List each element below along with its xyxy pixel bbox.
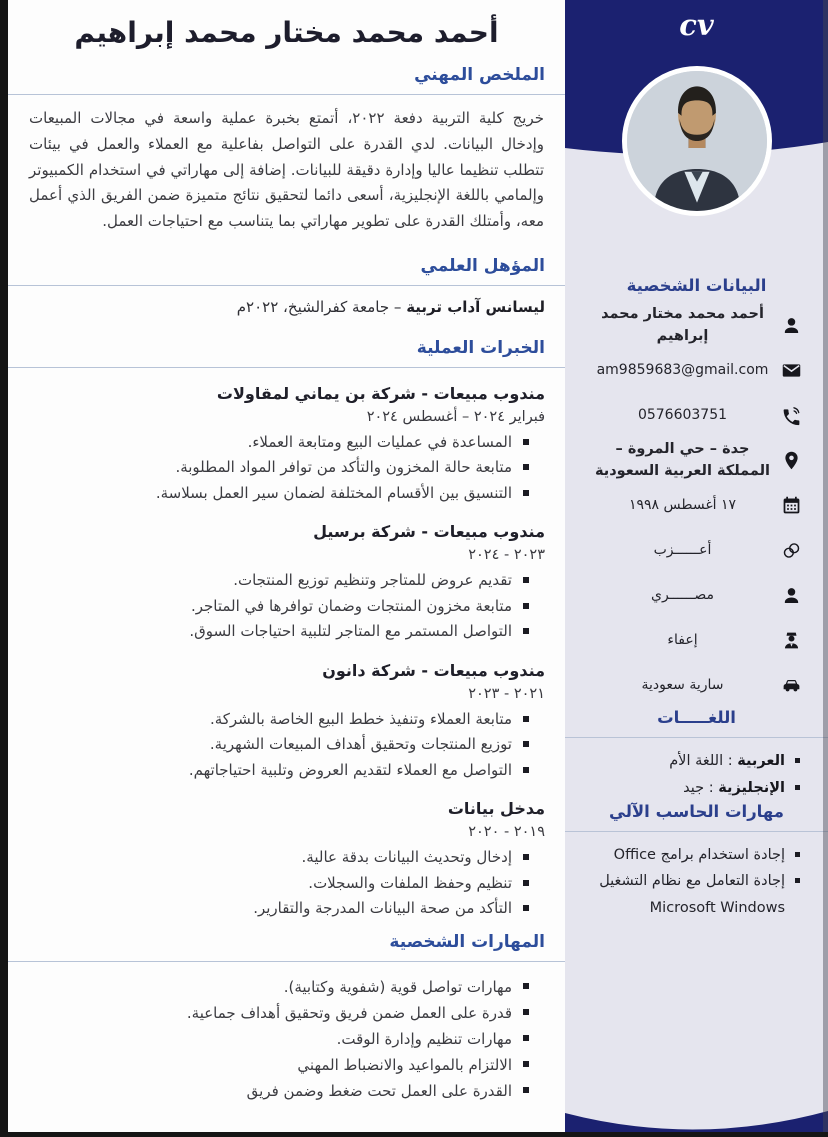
bullet-item: المساعدة في عمليات البيع ومتابعة العملاء. <box>28 430 531 456</box>
job-entry <box>28 799 545 922</box>
page-edge-bottom <box>0 1132 828 1137</box>
computer-skills-list <box>586 842 807 922</box>
computer-skill-item: إجادة استخدام برامج Office <box>586 842 801 869</box>
job-entry <box>28 384 545 507</box>
info-value: إعفاء <box>667 632 698 648</box>
skill-item: القدرة على العمل تحت ضغط وضمن فريق <box>28 1078 531 1104</box>
info-row-marital-status <box>586 528 807 573</box>
info-row-birthdate <box>586 483 807 528</box>
language-level: : اللغة الأم <box>669 753 738 769</box>
bullet-item: التأكد من صحة البيانات المدرجة والتقارير. <box>28 896 531 922</box>
education-heading: المؤهل العلمي <box>8 252 565 286</box>
skill-item: مهارات تواصل قوية (شفوية وكتابية). <box>28 974 531 1000</box>
bullet-item: إدخال وتحديث البيانات بدقة عالية. <box>28 845 531 871</box>
computer-skill-item: إجادة التعامل مع نظام التشغيل Microsoft Windows <box>586 868 801 922</box>
info-row-name <box>586 303 807 348</box>
sidebar-content <box>565 252 828 922</box>
avatar <box>627 71 767 211</box>
job-period: ٢٠١٩ - ٢٠٢٠ <box>468 824 545 841</box>
page-edge-right <box>823 0 828 1137</box>
info-value: أعــــــزب <box>653 542 712 558</box>
bullet-item: توزيع المنتجات وتحقيق أهداف المبيعات الشهرية. <box>28 732 531 758</box>
education-entry <box>28 298 545 316</box>
computer-skills-heading: مهارات الحاسب الآلي <box>565 802 828 832</box>
envelope-icon <box>775 360 807 381</box>
info-row-email <box>586 348 807 393</box>
language-item <box>586 748 801 775</box>
experience-section <box>28 334 545 922</box>
info-value: مصــــــري <box>651 587 714 603</box>
job-bullets <box>28 568 545 645</box>
info-row-military-status <box>586 618 807 663</box>
skill-item: الالتزام بالمواعيد والانضباط المهني <box>28 1052 531 1078</box>
page-title: أحمد محمد مختار محمد إبراهيم <box>74 16 499 49</box>
bullet-item: متابعة حالة المخزون والتأكد من توافر المواد المطلوبة. <box>28 455 531 481</box>
degree-details: – جامعة كفرالشيخ، ٢٠٢٢م <box>236 297 407 316</box>
person-icon <box>775 585 807 606</box>
info-value: am9859683@gmail.com <box>596 362 769 378</box>
languages-heading: اللغـــــات <box>565 708 828 738</box>
summary-section <box>28 61 545 235</box>
bullet-item: التواصل مع العملاء لتقديم العروض وتلبية احتياجاتهم. <box>28 758 531 784</box>
language-name: العربية <box>737 753 785 769</box>
education-section <box>28 252 545 316</box>
info-row-phone <box>586 393 807 438</box>
personal-skills-heading: المهارات الشخصية <box>8 928 565 962</box>
summary-heading: الملخص المهني <box>8 61 565 95</box>
location-pin-icon <box>775 450 807 471</box>
info-value: سارية سعودية <box>641 677 724 693</box>
job-entry <box>28 661 545 784</box>
info-row-driving-license <box>586 663 807 708</box>
degree-name: ليسانس آداب تربية <box>406 297 545 316</box>
job-period: فبراير ٢٠٢٤ – أغسطس ٢٠٢٤ <box>366 408 545 425</box>
skill-item: قدرة على العمل ضمن فريق وتحقيق أهداف جماعية. <box>28 1000 531 1026</box>
bullet-item: متابعة العملاء وتنفيذ خطط البيع الخاصة بالشركة. <box>28 707 531 733</box>
rings-icon <box>775 540 807 561</box>
phone-icon <box>775 405 807 426</box>
soldier-icon <box>775 630 807 651</box>
bullet-item: تنظيم وحفظ الملفات والسجلات. <box>28 871 531 897</box>
job-title: مدخل بيانات <box>447 799 545 819</box>
user-icon <box>775 315 807 336</box>
language-item <box>586 775 801 802</box>
languages-list <box>586 748 807 802</box>
bullet-item: التنسيق بين الأقسام المختلفة لضمان سير العمل بسلاسة. <box>28 481 531 507</box>
job-title: مندوب مبيعات - شركة برسيل <box>313 522 545 542</box>
profile-photo <box>622 66 772 216</box>
car-icon <box>775 675 807 696</box>
info-row-nationality <box>586 573 807 618</box>
job-bullets <box>28 707 545 784</box>
info-value: 0576603751 <box>637 407 728 423</box>
job-title: مندوب مبيعات - شركة بن يماني لمقاولات <box>216 383 545 403</box>
bullet-item: متابعة مخزون المنتجات وضمان توافرها في المتاجر. <box>28 594 531 620</box>
job-bullets <box>28 430 545 507</box>
info-value: أحمد محمد مختار محمد إبراهيم <box>601 305 764 344</box>
job-entry <box>28 522 545 645</box>
job-period: ٢٠٢٣ - ٢٠٢٤ <box>468 547 545 564</box>
cv-logo: cv <box>679 8 714 42</box>
info-value: جدة – حي المروة – المملكة العربية السعودية <box>595 440 770 479</box>
info-value: ١٧ أغسطس ١٩٩٨ <box>628 497 737 513</box>
personal-info-heading: البيانات الشخصية <box>626 276 767 295</box>
personal-skills-section <box>28 928 545 1104</box>
language-name: الإنجليزية <box>718 779 785 796</box>
bullet-item: تقديم عروض للمتاجر وتنظيم توزيع المنتجات. <box>28 568 531 594</box>
info-row-address <box>586 438 807 483</box>
personal-skills-list <box>28 974 545 1104</box>
job-title: مندوب مبيعات - شركة دانون <box>322 660 545 680</box>
skill-item: مهارات تنظيم وإدارة الوقت. <box>28 1026 531 1052</box>
language-level: : جيد <box>683 779 719 796</box>
summary-text: خريج كلية التربية دفعة ٢٠٢٢، أتمتع بخبرة عملية واسعة في مجالات المبيعات وإدخال البيانات. لدي القدرة على التواصل بفاعلية مع العملاء والعمل في بيئات تتطلب تنظيما عاليا وإدارة دقيقة للبيانات. إضافة إلى مهاراتي في استخدام الكمبيوتر وإلمامي باللغة الإنجليزية، أسعى دائما لتحقيق نتائج متميزة ضمن الفريق الذي أعمل معه، وأمتلك القدرة على تطوير مهاراتي بما يتناسب مع احتياجات العمل. <box>29 109 545 231</box>
bullet-item: التواصل المستمر مع المتاجر لتلبية احتياجات السوق. <box>28 619 531 645</box>
main-column <box>8 0 565 1132</box>
job-period: ٢٠٢١ - ٢٠٢٣ <box>468 685 545 702</box>
sidebar <box>565 0 828 1137</box>
page-edge-left <box>0 0 8 1137</box>
job-bullets <box>28 845 545 922</box>
experience-heading: الخبرات العملية <box>8 334 565 368</box>
calendar-icon <box>775 495 807 516</box>
